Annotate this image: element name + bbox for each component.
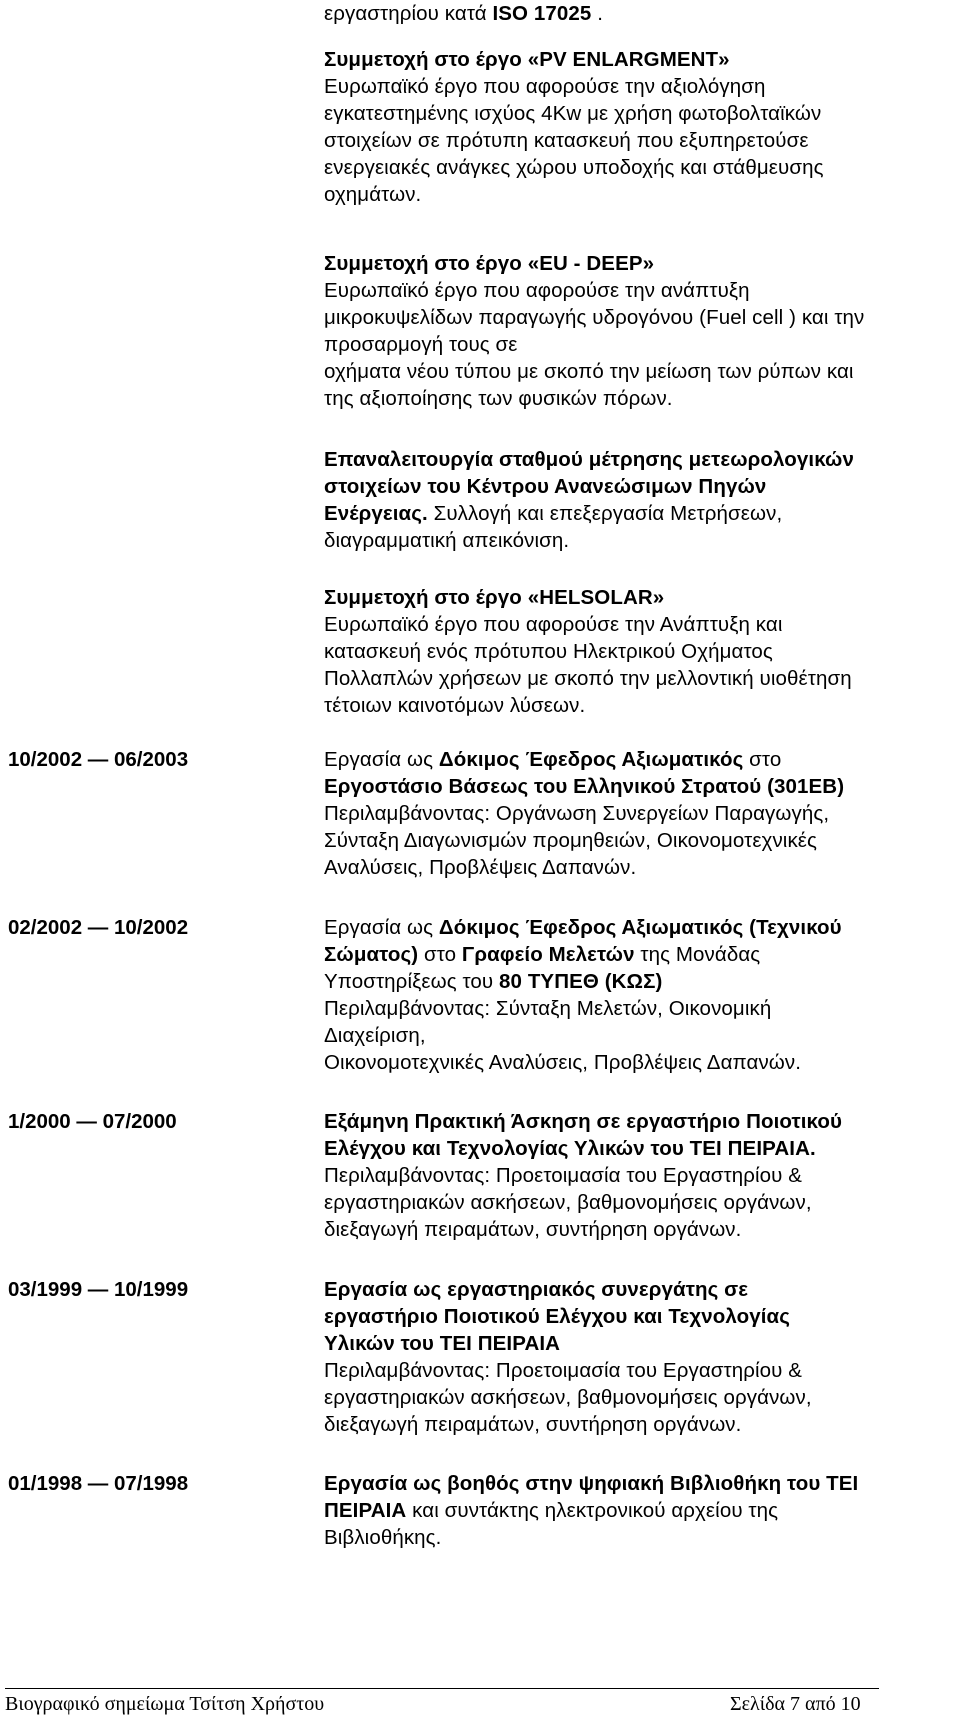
pv-line: εγκατεστημένης ισχύος 4Kw με χρήση φωτοβολταϊκών (324, 102, 822, 125)
entry-role: Δόκιμος Έφεδρος Αξιωματικός (Τεχνικού (438, 916, 842, 939)
deep-title: Συμμετοχή στο έργο «EU - DEEP» (324, 252, 655, 275)
entry-line (324, 746, 781, 773)
station-title: Ενέργειας. (324, 502, 428, 525)
pv-line: στοιχείων σε πρότυπη κατασκευή που εξυπηρετούσε (324, 129, 809, 152)
entry-role: Εξάμηνη Πρακτική Άσκηση σε εργαστήριο Ποιοτικού (324, 1110, 842, 1133)
entry-line: Οικονομοτεχνικές Αναλύσεις, Προβλέψεις Δαπανών. (324, 1051, 802, 1074)
entry-unit: 80 ΤΥΠΕΘ (ΚΩΣ) (499, 970, 663, 993)
helsolar-line: τέτοιων καινοτόμων λύσεων. (324, 694, 586, 717)
helsolar-line: Ευρωπαϊκό έργο που αφορούσε την Ανάπτυξη και (324, 613, 783, 636)
entry-role: Εργασία ως εργαστηριακός συνεργάτης σε (324, 1278, 749, 1301)
entry-line: Περιλαμβάνοντας: Οργάνωση Συνεργείων Παραγωγής, (324, 802, 830, 825)
entry-line (324, 968, 662, 995)
deep-line: μικροκυψελίδων παραγωγής υδρογόνου (Fuel cell ) και την (324, 306, 865, 329)
deep-line: Ευρωπαϊκό έργο που αφορούσε την ανάπτυξη (324, 279, 750, 302)
iso-standard: ISO 17025 (492, 2, 592, 25)
deep-line: προσαρμογή τους σε (324, 333, 518, 356)
intro-period: . (591, 2, 603, 25)
helsolar-line: κατασκευή ενός πρότυπου Ηλεκτρικού Οχήματος (324, 640, 773, 663)
entry-line: εργαστηριακών ασκήσεων, βαθμονομήσεις οργάνων, (324, 1191, 812, 1214)
entry-role: Υλικών του ΤΕΙ ΠΕΙΡΑΙΑ (324, 1332, 561, 1355)
station-line (324, 500, 782, 527)
entry-line (324, 941, 760, 968)
entry-line (324, 914, 842, 941)
entry-text: στο (743, 748, 782, 771)
entry-employer: Γραφείο Μελετών (461, 943, 635, 966)
entry-text: στο (418, 943, 462, 966)
entry-line: Περιλαμβάνοντας: Σύνταξη Μελετών, Οικονομική (324, 997, 772, 1020)
entry-date: 01/1998 — 07/1998 (8, 1472, 189, 1495)
station-title: Επαναλειτουργία σταθμού μέτρησης μετεωρολογικών (324, 448, 854, 471)
station-line: διαγραμματική απεικόνιση. (324, 529, 570, 552)
entry-role: Δόκιμος Έφεδρος Αξιωματικός (438, 748, 744, 771)
entry-employer: ΠΕΙΡΑΙΑ (324, 1499, 407, 1522)
entry-line: Περιλαμβάνοντας: Προετοιμασία του Εργαστηρίου & (324, 1164, 803, 1187)
entry-line: Σύνταξη Διαγωνισμών προμηθειών, Οικονομοτεχνικές (324, 829, 818, 852)
pv-line: οχημάτων. (324, 183, 422, 206)
entry-line: Αναλύσεις, Προβλέψεις Δαπανών. (324, 856, 637, 879)
helsolar-title: Συμμετοχή στο έργο «HELSOLAR» (324, 586, 665, 609)
entry-date: 10/2002 — 06/2003 (8, 748, 189, 771)
footer-page-number: Σελίδα 7 από 10 (730, 1693, 861, 1715)
entry-role: Σώματος) (324, 943, 419, 966)
intro-line (324, 0, 603, 27)
entry-line: εργαστηριακών ασκήσεων, βαθμονομήσεις οργάνων, (324, 1386, 812, 1409)
entry-text: της Μονάδας (634, 943, 761, 966)
intro-text: εργαστηρίου κατά (324, 2, 493, 25)
entry-date: 03/1999 — 10/1999 (8, 1278, 189, 1301)
entry-text: και συντάκτης ηλεκτρονικού αρχείου της (406, 1499, 779, 1522)
footer-title: Βιογραφικό σημείωμα Τσίτση Χρήστου (5, 1693, 325, 1715)
deep-line: της αξιοποίησης των φυσικών πόρων. (324, 387, 673, 410)
entry-role: Ελέγχου και Τεχνολογίας Υλικών του ΤΕΙ ΠΕΙΡΑΙΑ. (324, 1137, 816, 1160)
entry-line: διεξαγωγή πειραμάτων, συντήρηση οργάνων. (324, 1413, 742, 1436)
entry-line: Περιλαμβάνοντας: Προετοιμασία του Εργαστηρίου & (324, 1359, 803, 1382)
pv-line: Ευρωπαϊκό έργο που αφορούσε την αξιολόγηση (324, 75, 766, 98)
entry-text: Εργασία ως (324, 916, 439, 939)
station-title: στοιχείων του Κέντρου Ανανεώσιμων Πηγών (324, 475, 767, 498)
pv-line: ενεργειακές ανάγκες χώρου υποδοχής και στάθμευσης (324, 156, 824, 179)
entry-line: Διαχείριση, (324, 1024, 426, 1047)
entry-date: 1/2000 — 07/2000 (8, 1110, 177, 1133)
pv-title: Συμμετοχή στο έργο «PV ENLARGMENT» (324, 48, 730, 71)
footer-divider (5, 1688, 879, 1689)
station-text: Συλλογή και επεξεργασία Μετρήσεων, (427, 502, 783, 525)
helsolar-line: Πολλαπλών χρήσεων με σκοπό την μελλοντική υιοθέτηση (324, 667, 852, 690)
entry-employer: Εργοστάσιο Βάσεως του Ελληνικού Στρατού (301ΕΒ) (324, 775, 845, 798)
entry-text: Εργασία ως (324, 748, 439, 771)
entry-role: Εργασία ως βοηθός στην ψηφιακή Βιβλιοθήκη του ΤΕΙ (324, 1472, 859, 1495)
deep-line: οχήματα νέου τύπου με σκοπό την μείωση των ρύπων και (324, 360, 854, 383)
entry-line: διεξαγωγή πειραμάτων, συντήρηση οργάνων. (324, 1218, 742, 1241)
entry-role: εργαστήριο Ποιοτικού Ελέγχου και Τεχνολογίας (324, 1305, 790, 1328)
entry-line (324, 1497, 778, 1524)
entry-line: Βιβλιοθήκης. (324, 1526, 442, 1549)
entry-text: Υποστηρίξεως του (324, 970, 500, 993)
entry-date: 02/2002 — 10/2002 (8, 916, 189, 939)
